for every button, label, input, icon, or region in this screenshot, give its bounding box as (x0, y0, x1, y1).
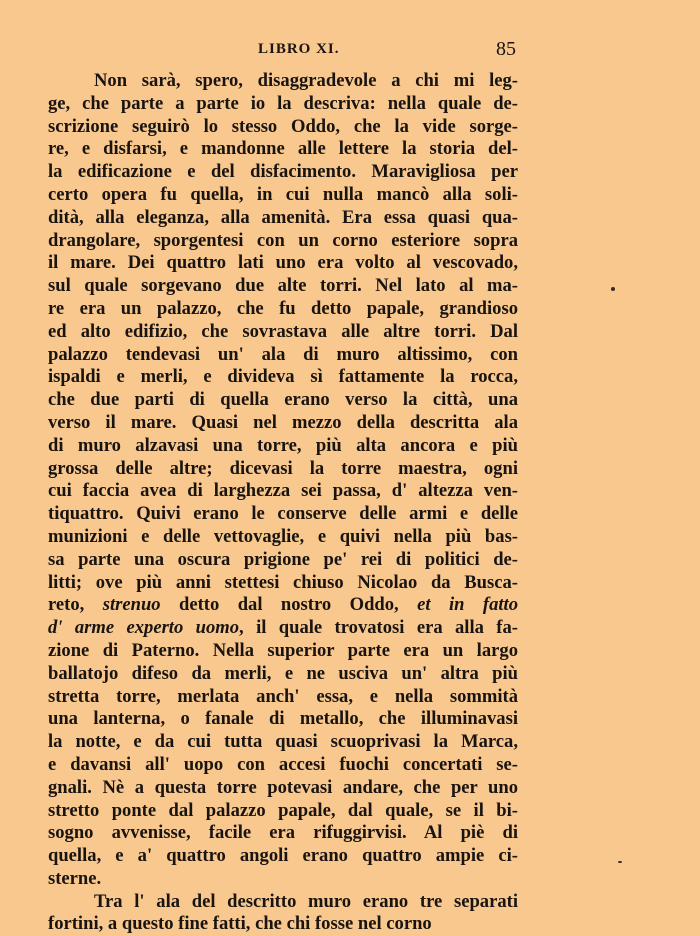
text-line: stretto ponte dal palazzo papale, dal quale, se il bi- (48, 799, 518, 821)
text-run: , il quale trovatosi era alla fa- (239, 617, 518, 639)
text-line: di muro alzavasi una torre, più alta ancora e più (48, 434, 518, 456)
italic-text: strenuo (102, 594, 161, 616)
text-line: tiquattro. Quivi erano le conserve delle armi e delle (48, 503, 518, 525)
text-line: ballatojo difeso da merli, e ne usciva un' altra più (48, 662, 518, 684)
text-line: re, e disfarsi, e mandonne alle lettere la storia del- (48, 138, 518, 160)
text-line: dità, alla eleganza, alla amenità. Era essa quasi qua- (48, 206, 518, 228)
text-line: scrizione seguirò lo stesso Oddo, che la vide sorge- (48, 115, 518, 137)
text-line-with-italics (48, 617, 518, 640)
text-line: sa parte una oscura prigione pe' rei di politici de- (48, 548, 518, 570)
text-line: quella, e a' quattro angoli erano quattro ampie ci- (48, 845, 518, 867)
text-line: ge, che parte a parte io la descriva: nella quale de- (48, 92, 518, 114)
text-line: palazzo tendevasi un' ala di muro altissimo, con (48, 343, 518, 365)
text-line: Non sarà, spero, disaggradevole a chi mi leg- (94, 70, 518, 91)
running-title: LIBRO XI. (258, 41, 340, 57)
text-line: la notte, e da cui tutta quasi scuoprivasi la Marca, (48, 731, 518, 753)
print-speck (611, 287, 615, 291)
text-line: il mare. Dei quattro lati uno era volto al vescovado, (48, 252, 518, 274)
text-line: verso il mare. Quasi nel mezzo della descritta ala (48, 411, 518, 433)
text-line-with-italics (48, 594, 518, 617)
text-line: litti; ove più anni stettesi chiuso Nicolao da Busca- (48, 571, 518, 593)
text-line: cui faccia avea di larghezza sei passa, d' altezza ven- (48, 480, 518, 502)
text-line: grossa delle altre; dicevasi la torre maestra, ogni (48, 457, 518, 479)
text-line: fortini, a questo fine fatti, che chi fosse nel corno (48, 913, 432, 935)
italic-text: et in fatto (417, 594, 518, 616)
text-line: sterne. (48, 867, 102, 889)
text-line: Tra l' ala del descritto muro erano tre separati (94, 890, 518, 912)
text-line: gnali. Nè a questa torre potevasi andare, che per uno (48, 776, 518, 798)
body-text (48, 70, 518, 936)
text-line: re era un palazzo, che fu detto papale, grandioso (48, 297, 518, 319)
text-line: certo opera fu quella, in cui nulla mancò alla soli- (48, 183, 518, 205)
page-number: 85 (496, 38, 516, 60)
text-line: ispaldi e merli, e divideva sì fattamente la rocca, (48, 366, 518, 388)
text-line: che due parti di quella erano verso la città, una (48, 389, 518, 411)
text-line: munizioni e delle vettovaglie, e quivi nella più bas- (48, 525, 518, 547)
text-line: sul quale sorgevano due alte torri. Nel lato al ma- (48, 275, 518, 297)
print-speck (618, 861, 622, 863)
text-line: drangolare, sporgentesi con un corno esteriore sopra (48, 229, 518, 251)
text-line: stretta torre, merlata anch' essa, e nella sommità (48, 685, 518, 707)
text-line: una lanterna, o fanale di metallo, che illuminavasi (48, 708, 518, 730)
text-line: la edificazione e del disfacimento. Maravigliosa per (48, 161, 518, 183)
text-line: ed alto edifizio, che sovrastava alle altre torri. Dal (48, 320, 518, 342)
text-line: e davansi all' uopo con accesi fuochi concertati se- (48, 753, 518, 775)
text-line: zione di Paterno. Nella superior parte era un largo (48, 639, 518, 661)
text-run: detto dal nostro Oddo, (160, 594, 418, 616)
text-run: reto, (48, 594, 103, 616)
italic-text: d' arme experto uomo (48, 617, 240, 639)
text-line: sogno avvenisse, facile era rifuggirvisi. Al piè di (48, 822, 518, 844)
running-header (48, 38, 518, 62)
